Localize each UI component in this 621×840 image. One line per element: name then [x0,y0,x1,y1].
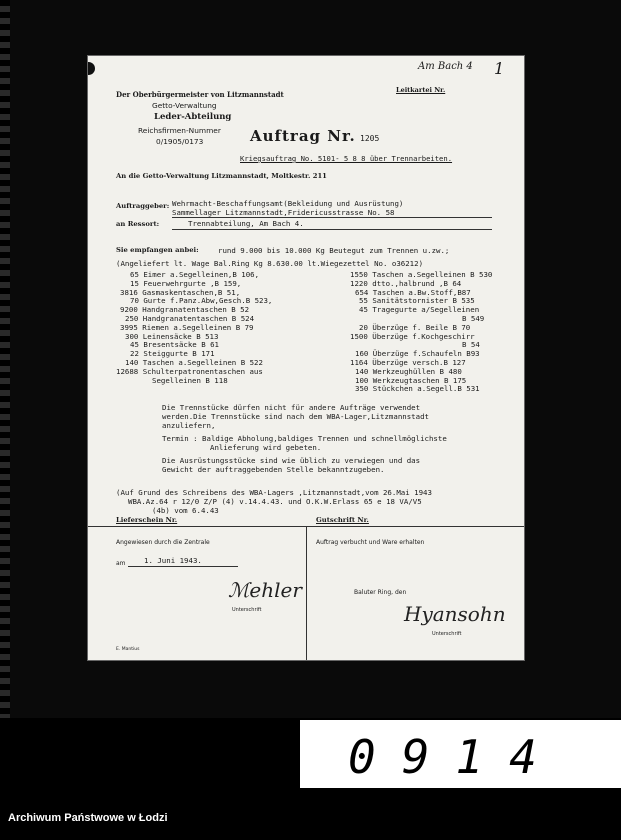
list-item: 140 Taschen a.Segelleinen B 522 [125,357,263,367]
basis-line: (4b) vom 6.4.43 [152,506,219,515]
list-item: 55 Sanitätstornister B 535 [359,296,475,306]
department: Leder-Abteilung [154,112,232,122]
archive-name: Archiwum Państwowe w Łodzi [8,812,168,824]
note-line: Die Trennstücke dürfen nicht für andere Aufträge verwendet [162,403,421,412]
punch-hole [88,62,95,75]
list-item: 350 Stückchen a.Segell.B 531 [355,384,480,394]
divider [172,217,492,218]
divider [128,566,238,567]
firm-number-label: Reichsfirmen-Nummer [138,126,221,135]
list-item: B 549 [462,313,485,323]
divider [306,526,307,660]
film-perforation [0,0,10,718]
angewiesen: Angewiesen durch die Zentrale [116,539,210,546]
document-page [88,56,524,660]
list-item: Segelleinen B 118 [152,375,228,385]
list-item: 45 Bresentsäcke B 61 [130,340,219,350]
list-item: B 54 [462,340,480,350]
items-right [350,271,492,394]
handwritten-ref: Am Bach 4 [418,61,473,72]
termin-line: Anlieferung wird gebeten. [210,443,322,452]
list-item: 654 Taschen a.Bw.Stoff,B87 [355,287,471,297]
firm-number: 0/1905/0173 [156,137,204,146]
order-date: 1. Juni 1943. [144,556,202,565]
list-item: 1500 Überzüge f.Kochgeschirr [350,331,475,341]
list-item: 9200 Handgranatentaschen B 52 [120,305,250,315]
basis-line: (Auf Grund des Schreibens des WBA-Lagers ,Litzmannstadt,vom 26.Mai 1943 [116,488,432,497]
list-item: 45 Tragegurte a/Segelleinen [359,305,480,315]
handwritten-mark: 1 [494,59,505,78]
client-line1: Wehrmacht-Beschaffungsamt(Bekleidung und Ausrüstung) [172,199,404,208]
list-item: 3995 Riemen a.Segelleinen B 79 [120,322,254,332]
list-item: 3816 Gasmaskentaschen,B 51, [120,287,241,297]
received-label: Sie empfangen anbei: [116,246,199,254]
list-item: 1220 dtto.,halbrund ,B 64 [350,278,462,288]
recipient: An die Getto-Verwaltung Litzmannstadt, Moltkestr. 211 [116,172,327,180]
list-item: 12688 Schulterpatronentaschen aus [116,366,263,376]
list-item: 1550 Taschen a.Segelleinen B 530 [350,270,493,279]
client-line2: Sammellager Litzmannstadt,Fridericusstrasse No. 58 [172,208,395,217]
unterschrift: Unterschrift [232,607,262,613]
list-item: 70 Gurte f.Panz.Abw,Gesch.B 523, [130,296,273,306]
note-line: anzuliefern, [162,421,216,430]
leitkartei: Leitkartei Nr. [396,86,446,94]
list-item: 65 Eimer a.Segelleinen,B 106, [130,270,260,279]
note-line: Gewicht der auftraggebenden Stelle bekanntzugeben. [162,465,385,474]
list-item: 140 Werkzeughüllen B 480 [355,366,462,376]
items-left [116,271,272,385]
note-line: Die Ausrüstungsstücke sind wie üblich zu verwiegen und das [162,456,421,465]
order-title: Auftrag Nr. [250,127,356,145]
printer: E. Mantius [116,647,140,652]
divider [172,229,492,230]
list-item: 15 Feuerwehrgurte ,B 159, [130,278,242,288]
lieferschein: Lieferschein Nr. [116,516,178,524]
baluter: Baluter Ring, den [354,589,407,596]
basis-line: WBA.Az.64 r 12/0 Z/P (4) v.14.4.43. und O.K.W.Erlass 65 e 18 VA/V5 [128,497,422,506]
received-text: rund 9.000 bis 10.000 Kg Beutegut zum Trennen u.zw.; [218,246,450,255]
ressort-label: an Ressort: [116,220,160,228]
list-item: 300 Leinensäcke B 513 [125,331,219,341]
list-item: 1164 Überzüge versch.B 127 [350,357,466,367]
list-item: 250 Handgranatentaschen B 524 [125,313,255,323]
am-label: am [116,560,126,567]
war-order: Kriegsauftrag No. 5101- 5 8 8 über Trennarbeiten. [240,154,453,163]
signature-right: Hyansohn [404,602,506,626]
frame-number: 0914 [348,730,563,784]
order-number: 1205 [360,134,380,143]
list-item: 160 Überzüge f.Schaufeln B93 [355,349,480,359]
client-label: Auftraggeber: [116,202,170,210]
list-item: 22 Steiggurte B 171 [130,349,215,359]
authority: Der Oberbürgermeister von Litzmannstadt [116,90,284,99]
auftrag-erhalten: Auftrag verbucht und Ware erhalten [316,539,425,546]
note-line: werden.Die Trennstücke sind nach dem WBA-Lager,Litzmannstadt [162,412,429,421]
signature-left: ℳehler [228,578,302,602]
ressort: Trennabteilung, Am Bach 4. [188,219,304,228]
received-line2: (Angeliefert lt. Wage Bal.Ring Kg 8.630.00 lt.Wiegezettel No. o36212) [116,259,424,268]
ghetto-admin: Getto-Verwaltung [152,101,217,110]
unterschrift: Unterschrift [432,631,462,637]
list-item: 100 Werkzeugtaschen B 175 [355,375,467,385]
frame-counter [300,720,621,788]
list-item: 20 Überzüge f. Beile B 70 [359,322,471,332]
termin-line: Termin : Baldige Abholung,baldiges Trennen und schnellmöglichste [162,434,447,443]
gutschrift: Gutschrift Nr. [316,516,369,524]
